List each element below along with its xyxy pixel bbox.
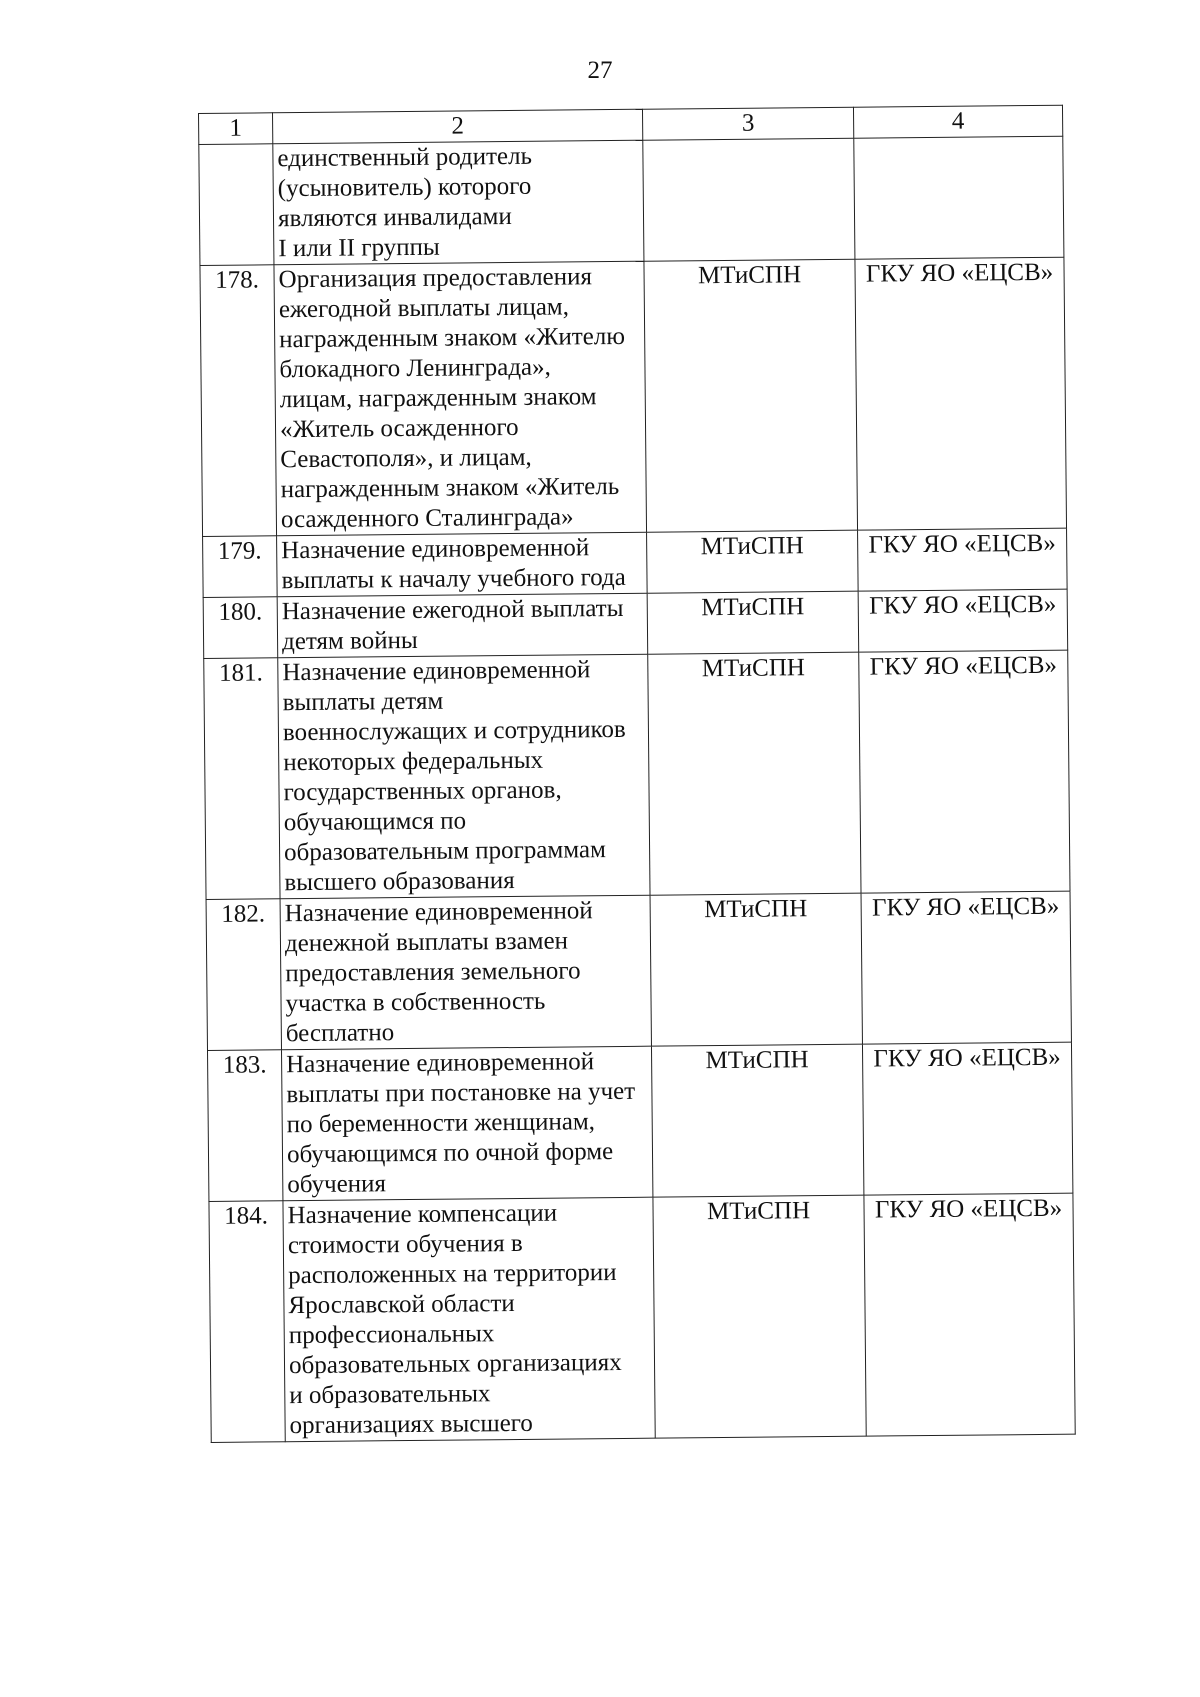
services-table: [198, 105, 1076, 1443]
description-line: Ярославской области: [288, 1290, 515, 1320]
description-line: лицам, награжденным знаком: [279, 383, 597, 414]
description-line: выплаты при постановке на учет: [286, 1077, 636, 1109]
executing-institution: ГКУ ЯО «ЕЦСВ»: [864, 1193, 1075, 1436]
header-col-3: 3: [642, 107, 853, 140]
description-line: I или II группы: [278, 233, 440, 263]
service-description: [277, 532, 648, 597]
table-row: [199, 136, 1064, 265]
description-line: и образовательных: [289, 1380, 491, 1410]
row-number: 179.: [203, 536, 278, 598]
responsible-ministry: МТиСПН: [648, 652, 861, 895]
service-description: [280, 895, 651, 1050]
description-line: ежегодной выплаты лицам,: [278, 293, 570, 324]
header-col-1: 1: [199, 113, 273, 145]
description-line: (усыновитель) которого: [277, 172, 532, 203]
responsible-ministry: МТиСПН: [650, 893, 862, 1046]
description-line: стоимости обучения в: [287, 1229, 523, 1260]
description-line: осажденного Сталинграда»: [280, 503, 574, 534]
executing-institution: ГКУ ЯО «ЕЦСВ»: [858, 528, 1068, 591]
description-line: награжденным знаком «Жителю: [279, 322, 626, 354]
responsible-ministry: МТиСПН: [647, 591, 859, 654]
table-row: [204, 650, 1070, 899]
description-line: детям войны: [281, 626, 418, 656]
responsible-ministry: МТиСПН: [651, 1044, 863, 1197]
row-number: 181.: [204, 658, 280, 900]
service-description: [283, 1197, 655, 1442]
row-number: 184.: [209, 1201, 285, 1443]
description-line: Назначение единовременной: [286, 1048, 595, 1079]
row-number: 182.: [206, 899, 281, 1051]
executing-institution: [854, 136, 1064, 259]
description-line: некоторых федеральных: [283, 746, 544, 777]
executing-institution: ГКУ ЯО «ЕЦСВ»: [861, 891, 1071, 1044]
row-number: 183.: [207, 1050, 282, 1202]
row-number: [199, 144, 274, 266]
description-line: профессиональных: [288, 1320, 495, 1350]
header-col-4: 4: [853, 105, 1062, 138]
description-line: по беременности женщинам,: [286, 1108, 596, 1139]
service-description: [281, 1046, 652, 1201]
row-number: 180.: [203, 597, 278, 659]
description-line: высшего образования: [284, 866, 515, 897]
description-line: выплаты к началу учебного года: [281, 563, 626, 595]
responsible-ministry: МТиСПН: [647, 530, 859, 593]
executing-institution: ГКУ ЯО «ЕЦСВ»: [859, 650, 1070, 893]
description-line: Назначение ежегодной выплаты: [281, 594, 624, 626]
description-line: Назначение компенсации: [287, 1199, 558, 1230]
table-row: [200, 257, 1067, 536]
executing-institution: ГКУ ЯО «ЕЦСВ»: [858, 589, 1068, 652]
description-line: организациях высшего: [289, 1409, 533, 1440]
description-line: расположенных на территории: [288, 1259, 617, 1290]
table-row: [206, 891, 1071, 1050]
description-line: участка в собственность: [285, 987, 546, 1018]
description-line: блокадного Ленинграда»,: [279, 353, 551, 384]
description-line: бесплатно: [285, 1019, 395, 1048]
table-row: [209, 1193, 1075, 1442]
table-body: [199, 136, 1075, 1442]
description-line: образовательных организациях: [288, 1348, 622, 1380]
responsible-ministry: [643, 138, 855, 261]
service-description: [277, 593, 648, 658]
row-number: 178.: [200, 265, 277, 537]
description-line: обучения: [287, 1170, 387, 1199]
description-line: единственный родитель: [277, 142, 533, 173]
description-line: выплаты детям: [282, 687, 444, 717]
description-line: Назначение единовременной: [284, 897, 593, 928]
header-col-2: 2: [273, 109, 643, 144]
service-description: [278, 654, 650, 899]
description-line: Севастополя», и лицам,: [280, 443, 532, 474]
description-line: денежной выплаты взамен: [284, 927, 569, 958]
description-line: Организация предоставления: [278, 263, 593, 294]
page-number: 27: [587, 57, 613, 84]
description-line: «Житель осажденного: [279, 413, 519, 444]
description-line: образовательным программам: [283, 836, 606, 867]
description-line: Назначение единовременной: [282, 656, 591, 687]
table-row: [203, 589, 1068, 658]
description-line: обучающимся по очной форме: [286, 1138, 614, 1169]
table-row: [207, 1042, 1072, 1201]
executing-institution: ГКУ ЯО «ЕЦСВ»: [855, 257, 1067, 530]
service-description: [274, 261, 647, 536]
description-line: являются инвалидами: [277, 202, 512, 233]
description-line: государственных органов,: [283, 776, 562, 807]
description-line: обучающимся по: [283, 807, 467, 837]
table-row: [203, 528, 1068, 597]
executing-institution: ГКУ ЯО «ЕЦСВ»: [862, 1042, 1072, 1195]
responsible-ministry: МТиСПН: [644, 259, 858, 532]
description-line: военнослужащих и сотрудников: [282, 715, 626, 747]
description-line: Назначение единовременной: [281, 534, 590, 565]
description-line: предоставления земельного: [285, 957, 581, 988]
service-description: [273, 140, 644, 265]
responsible-ministry: МТиСПН: [653, 1195, 866, 1438]
description-line: награжденным знаком «Житель: [280, 472, 620, 504]
